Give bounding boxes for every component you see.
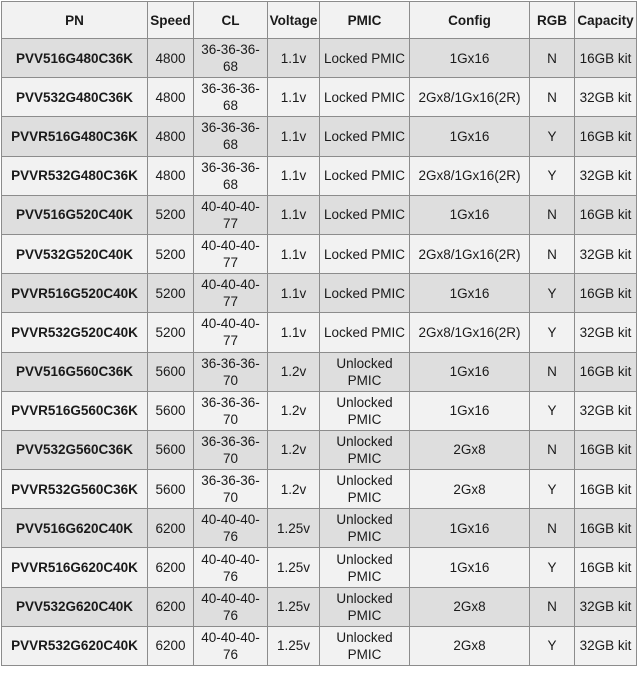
cell-voltage: 1.2v xyxy=(268,470,320,509)
cell-voltage: 1.1v xyxy=(268,274,320,313)
cell-speed: 6200 xyxy=(148,626,194,665)
cell-rgb: Y xyxy=(530,156,575,195)
table-row xyxy=(2,430,637,469)
cell-speed: 5600 xyxy=(148,470,194,509)
cell-rgb: N xyxy=(530,430,575,469)
cell-capacity: 16GB kit xyxy=(575,39,637,78)
cell-speed: 4800 xyxy=(148,78,194,117)
cell-pmic: Unlocked PMIC xyxy=(320,548,410,587)
table-row xyxy=(2,587,637,626)
cell-pn: PVV516G560C36K xyxy=(2,352,148,391)
cell-cl: 36-36-36-70 xyxy=(194,430,268,469)
cell-cl: 40-40-40-77 xyxy=(194,313,268,352)
cell-cl: 36-36-36-70 xyxy=(194,352,268,391)
cell-pmic: Locked PMIC xyxy=(320,39,410,78)
cell-speed: 5200 xyxy=(148,313,194,352)
cell-pmic: Locked PMIC xyxy=(320,156,410,195)
cell-voltage: 1.2v xyxy=(268,430,320,469)
column-header-pmic: PMIC xyxy=(320,2,410,39)
cell-config: 2Gx8/1Gx16(2R) xyxy=(410,156,530,195)
table-row xyxy=(2,39,637,78)
cell-pmic: Unlocked PMIC xyxy=(320,509,410,548)
cell-pn: PVVR516G520C40K xyxy=(2,274,148,313)
column-header-capacity: Capacity xyxy=(575,2,637,39)
cell-pn: PVV532G520C40K xyxy=(2,234,148,273)
cell-capacity: 16GB kit xyxy=(575,470,637,509)
column-header-pn: PN xyxy=(2,2,148,39)
cell-config: 1Gx16 xyxy=(410,117,530,156)
cell-rgb: Y xyxy=(530,117,575,156)
cell-config: 2Gx8/1Gx16(2R) xyxy=(410,234,530,273)
cell-rgb: Y xyxy=(530,274,575,313)
cell-pn: PVV516G480C36K xyxy=(2,39,148,78)
table-body xyxy=(2,39,637,666)
cell-speed: 5200 xyxy=(148,195,194,234)
cell-pmic: Unlocked PMIC xyxy=(320,470,410,509)
cell-capacity: 32GB kit xyxy=(575,313,637,352)
cell-pmic: Locked PMIC xyxy=(320,234,410,273)
cell-speed: 4800 xyxy=(148,156,194,195)
cell-voltage: 1.1v xyxy=(268,156,320,195)
cell-voltage: 1.2v xyxy=(268,352,320,391)
cell-cl: 40-40-40-76 xyxy=(194,626,268,665)
cell-rgb: Y xyxy=(530,626,575,665)
cell-cl: 36-36-36-68 xyxy=(194,117,268,156)
cell-pn: PVVR532G620C40K xyxy=(2,626,148,665)
column-header-config: Config xyxy=(410,2,530,39)
cell-capacity: 32GB kit xyxy=(575,78,637,117)
cell-speed: 6200 xyxy=(148,587,194,626)
cell-config: 1Gx16 xyxy=(410,274,530,313)
cell-capacity: 16GB kit xyxy=(575,195,637,234)
cell-capacity: 16GB kit xyxy=(575,430,637,469)
cell-pn: PVVR532G520C40K xyxy=(2,313,148,352)
cell-cl: 36-36-36-70 xyxy=(194,391,268,430)
table-row xyxy=(2,391,637,430)
cell-config: 2Gx8 xyxy=(410,587,530,626)
cell-pn: PVV532G560C36K xyxy=(2,430,148,469)
cell-config: 1Gx16 xyxy=(410,509,530,548)
cell-capacity: 16GB kit xyxy=(575,117,637,156)
cell-config: 1Gx16 xyxy=(410,548,530,587)
cell-cl: 36-36-36-68 xyxy=(194,39,268,78)
cell-rgb: N xyxy=(530,78,575,117)
cell-speed: 5600 xyxy=(148,430,194,469)
cell-pmic: Unlocked PMIC xyxy=(320,352,410,391)
table-row xyxy=(2,234,637,273)
cell-speed: 6200 xyxy=(148,548,194,587)
cell-voltage: 1.1v xyxy=(268,39,320,78)
cell-capacity: 32GB kit xyxy=(575,391,637,430)
cell-config: 2Gx8 xyxy=(410,470,530,509)
cell-voltage: 1.25v xyxy=(268,587,320,626)
cell-voltage: 1.1v xyxy=(268,117,320,156)
column-header-voltage: Voltage xyxy=(268,2,320,39)
column-header-cl: CL xyxy=(194,2,268,39)
cell-speed: 4800 xyxy=(148,117,194,156)
cell-voltage: 1.1v xyxy=(268,234,320,273)
column-header-speed: Speed xyxy=(148,2,194,39)
cell-voltage: 1.25v xyxy=(268,626,320,665)
cell-capacity: 16GB kit xyxy=(575,509,637,548)
cell-config: 2Gx8 xyxy=(410,430,530,469)
cell-config: 1Gx16 xyxy=(410,352,530,391)
cell-pn: PVV516G620C40K xyxy=(2,509,148,548)
cell-cl: 36-36-36-68 xyxy=(194,78,268,117)
cell-pmic: Locked PMIC xyxy=(320,195,410,234)
cell-cl: 40-40-40-77 xyxy=(194,195,268,234)
cell-pmic: Locked PMIC xyxy=(320,274,410,313)
cell-rgb: N xyxy=(530,234,575,273)
cell-cl: 40-40-40-77 xyxy=(194,274,268,313)
cell-capacity: 16GB kit xyxy=(575,352,637,391)
cell-config: 2Gx8 xyxy=(410,626,530,665)
cell-rgb: N xyxy=(530,509,575,548)
cell-capacity: 32GB kit xyxy=(575,156,637,195)
cell-pn: PVVR516G480C36K xyxy=(2,117,148,156)
table-row xyxy=(2,313,637,352)
cell-pmic: Unlocked PMIC xyxy=(320,626,410,665)
cell-voltage: 1.1v xyxy=(268,195,320,234)
cell-speed: 5200 xyxy=(148,234,194,273)
cell-capacity: 32GB kit xyxy=(575,234,637,273)
cell-cl: 40-40-40-76 xyxy=(194,509,268,548)
cell-pmic: Unlocked PMIC xyxy=(320,430,410,469)
cell-pmic: Unlocked PMIC xyxy=(320,587,410,626)
cell-pn: PVVR516G560C36K xyxy=(2,391,148,430)
table-row xyxy=(2,352,637,391)
cell-config: 1Gx16 xyxy=(410,39,530,78)
cell-pn: PVV532G480C36K xyxy=(2,78,148,117)
table-row xyxy=(2,548,637,587)
table-row xyxy=(2,626,637,665)
memory-spec-table xyxy=(1,1,637,666)
cell-cl: 36-36-36-68 xyxy=(194,156,268,195)
cell-config: 1Gx16 xyxy=(410,391,530,430)
cell-speed: 4800 xyxy=(148,39,194,78)
cell-pn: PVVR516G620C40K xyxy=(2,548,148,587)
cell-voltage: 1.25v xyxy=(268,548,320,587)
cell-rgb: Y xyxy=(530,391,575,430)
cell-config: 2Gx8/1Gx16(2R) xyxy=(410,78,530,117)
cell-speed: 5600 xyxy=(148,391,194,430)
cell-config: 1Gx16 xyxy=(410,195,530,234)
cell-rgb: N xyxy=(530,352,575,391)
cell-rgb: N xyxy=(530,39,575,78)
cell-speed: 5600 xyxy=(148,352,194,391)
cell-cl: 40-40-40-77 xyxy=(194,234,268,273)
cell-pmic: Locked PMIC xyxy=(320,313,410,352)
cell-pn: PVVR532G560C36K xyxy=(2,470,148,509)
cell-rgb: N xyxy=(530,195,575,234)
cell-pmic: Locked PMIC xyxy=(320,117,410,156)
column-header-rgb: RGB xyxy=(530,2,575,39)
table-row xyxy=(2,274,637,313)
cell-rgb: Y xyxy=(530,313,575,352)
cell-pn: PVVR532G480C36K xyxy=(2,156,148,195)
cell-cl: 36-36-36-70 xyxy=(194,470,268,509)
cell-cl: 40-40-40-76 xyxy=(194,587,268,626)
cell-capacity: 32GB kit xyxy=(575,587,637,626)
cell-voltage: 1.1v xyxy=(268,313,320,352)
table-row xyxy=(2,509,637,548)
cell-rgb: Y xyxy=(530,470,575,509)
table-row xyxy=(2,78,637,117)
table-row xyxy=(2,156,637,195)
cell-pmic: Unlocked PMIC xyxy=(320,391,410,430)
cell-capacity: 16GB kit xyxy=(575,274,637,313)
cell-config: 2Gx8/1Gx16(2R) xyxy=(410,313,530,352)
cell-voltage: 1.2v xyxy=(268,391,320,430)
cell-capacity: 32GB kit xyxy=(575,626,637,665)
cell-speed: 6200 xyxy=(148,509,194,548)
table-row xyxy=(2,117,637,156)
cell-capacity: 16GB kit xyxy=(575,548,637,587)
cell-rgb: N xyxy=(530,587,575,626)
header-row xyxy=(2,2,637,39)
cell-pmic: Locked PMIC xyxy=(320,78,410,117)
cell-voltage: 1.1v xyxy=(268,78,320,117)
table-row xyxy=(2,195,637,234)
cell-rgb: Y xyxy=(530,548,575,587)
cell-pn: PVV516G520C40K xyxy=(2,195,148,234)
cell-cl: 40-40-40-76 xyxy=(194,548,268,587)
cell-pn: PVV532G620C40K xyxy=(2,587,148,626)
table-row xyxy=(2,470,637,509)
cell-speed: 5200 xyxy=(148,274,194,313)
cell-voltage: 1.25v xyxy=(268,509,320,548)
